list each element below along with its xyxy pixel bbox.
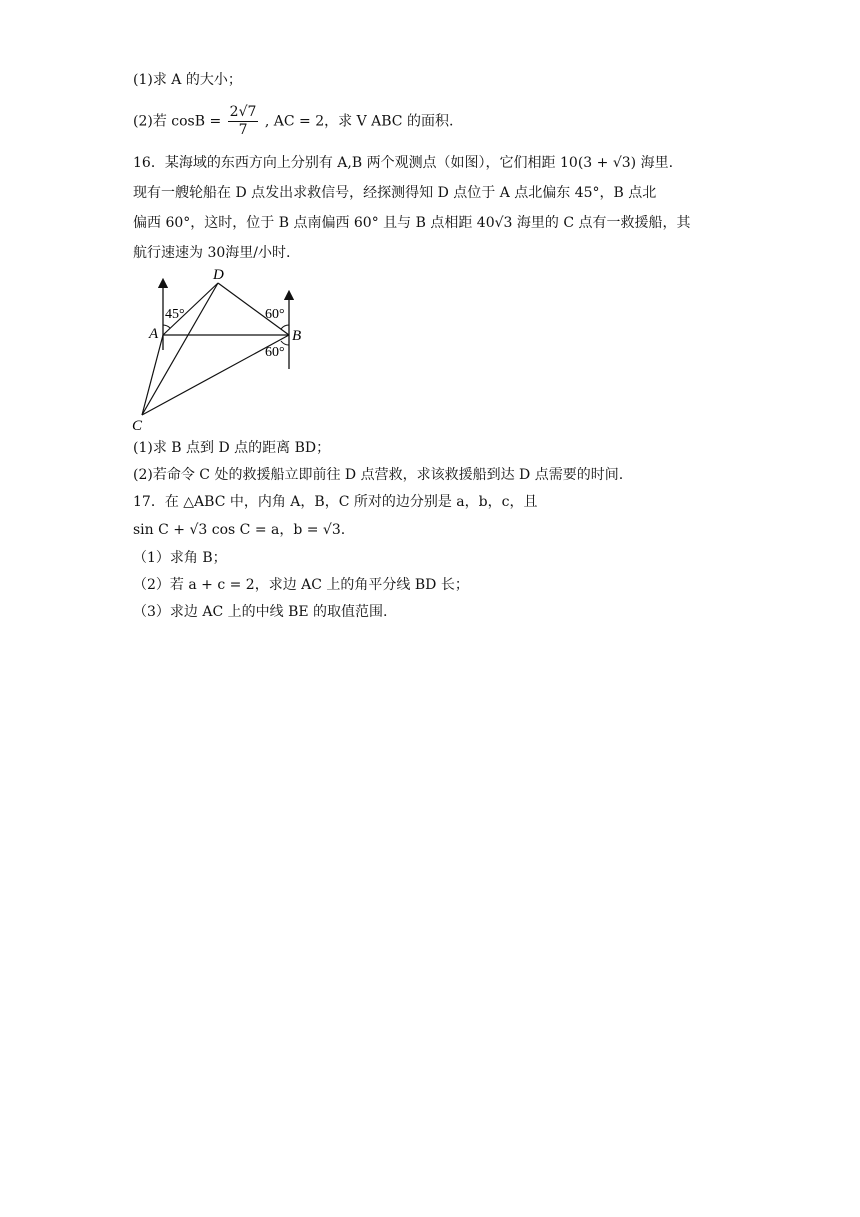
q15-part2 xyxy=(133,104,453,139)
label-b: B xyxy=(292,328,302,344)
label-a: A xyxy=(149,326,159,342)
angle-arc-a xyxy=(163,325,170,328)
q17-part1: （1）求角 B； xyxy=(133,550,227,566)
angle-arc-b-top xyxy=(281,325,289,329)
q16-line3: 偏西 60°，这时，位于 B 点南偏西 60° 且与 B 点相距 40√3 海里的 C 点有一救援船，其 xyxy=(133,215,691,231)
q15-frac-numerator: 2√7 xyxy=(229,104,257,120)
q17-line2: sin C + √3 cos C = a，b = √3. xyxy=(133,522,346,538)
q16-part2: (2)若命令 C 处的救援船立即前往 D 点营救，求该救援船到达 D 点需要的时间. xyxy=(133,467,624,483)
q15-part2-prefix: (2)若 cosB = xyxy=(133,113,222,130)
q15-part1: (1)求 A 的大小； xyxy=(133,72,242,88)
segment-ac xyxy=(142,335,163,415)
q17-line1: 17．在 △ABC 中，内角 A，B，C 所对的边分别是 a，b，c，且 xyxy=(133,494,538,510)
q17-part3: （3）求边 AC 上的中线 BE 的取值范围. xyxy=(133,604,388,620)
angle-label-60-top: 60° xyxy=(265,307,285,322)
q16-part1: (1)求 B 点到 D 点的距离 BD； xyxy=(133,440,331,456)
q15-frac-denominator: 7 xyxy=(238,122,248,138)
segment-cd xyxy=(142,283,218,415)
q15-part2-suffix: , AC = 2，求 V ABC 的面积. xyxy=(264,113,454,130)
q16-geometry-figure xyxy=(130,265,310,435)
q16-line1: 16．某海域的东西方向上分别有 A,B 两个观测点（如图），它们相距 10(3 + √3) 海里. xyxy=(133,155,674,171)
q15-cosb-fraction xyxy=(228,104,259,139)
label-d: D xyxy=(213,267,224,283)
q17-part2: （2）若 a + c = 2，求边 AC 上的角平分线 BD 长； xyxy=(133,577,469,593)
angle-label-60-bottom: 60° xyxy=(265,345,285,360)
angle-label-45: 45° xyxy=(165,307,185,322)
q16-line4: 航行速速为 30海里/小时. xyxy=(133,245,291,261)
q16-line2: 现有一艘轮船在 D 点发出求救信号，经探测得知 D 点位于 A 点北偏东 45°，B 点北 xyxy=(133,185,657,201)
label-c: C xyxy=(132,418,143,434)
